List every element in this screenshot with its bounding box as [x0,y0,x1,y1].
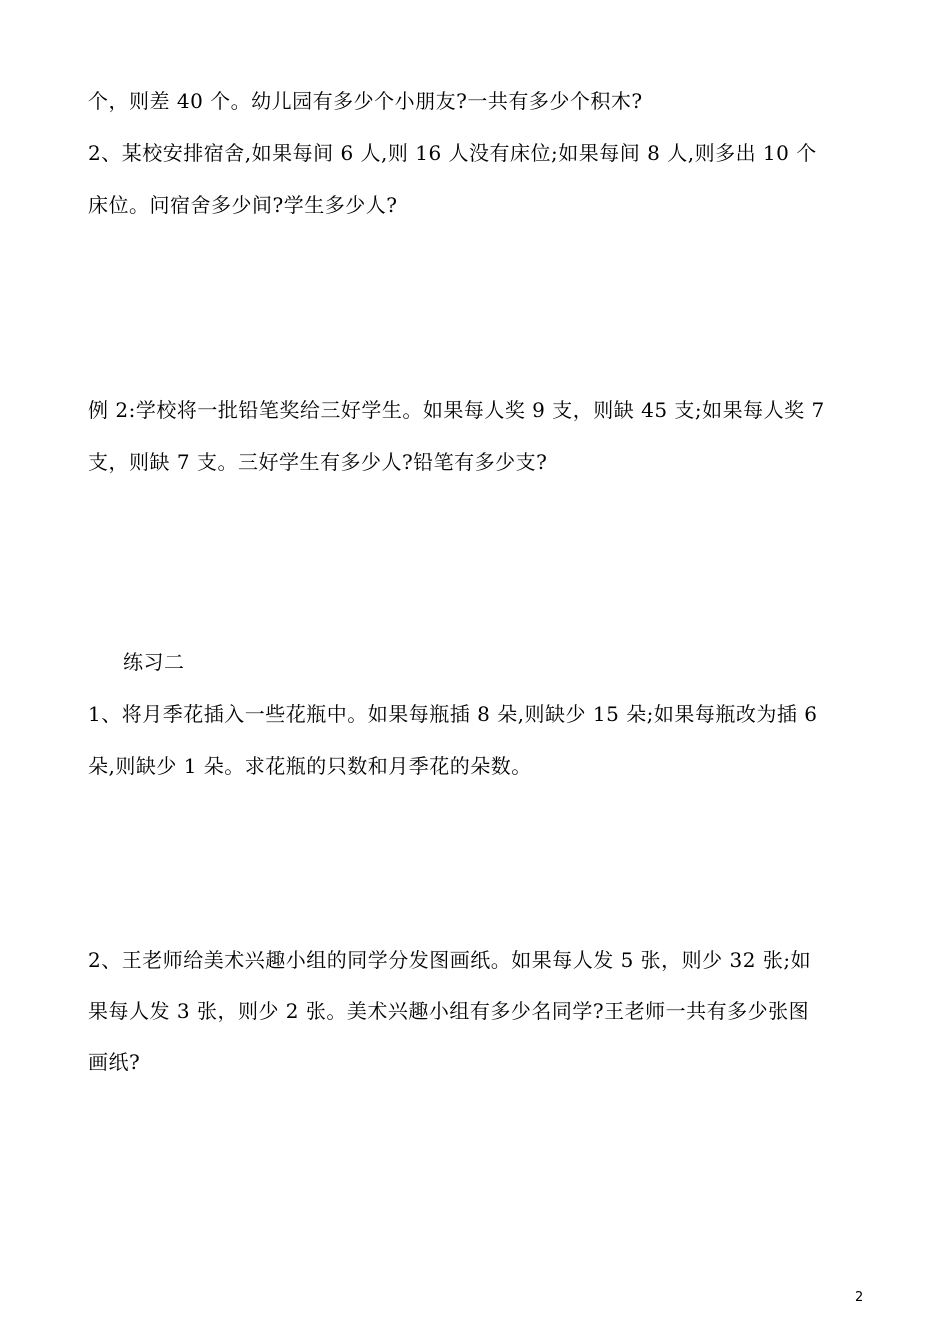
example-2-line-2: 支，则缺 7 支。三好学生有多少人?铅笔有多少支? [88,450,548,474]
exercise-2-question-2-line-2: 果每人发 3 张，则少 2 张。美术兴趣小组有多少名同学?王老师一共有多少张图 [88,999,810,1023]
page-number: 2 [855,1290,864,1305]
continued-problem-line-1: 个，则差 40 个。幼儿园有多少个小朋友?一共有多少个积木? [88,89,643,113]
exercise-2-question-2-line-3: 画纸? [88,1050,141,1074]
exercise-2-question-1-line-2: 朵,则缺少 1 朵。求花瓶的只数和月季花的朵数。 [88,754,532,778]
example-2-line-1: 例 2:学校将一批铅笔奖给三好学生。如果每人奖 9 支，则缺 45 支;如果每人奖 7 [88,398,825,422]
exercise-2-question-2-line-1: 2、王老师给美术兴趣小组的同学分发图画纸。如果每人发 5 张，则少 32 张;如 [88,948,812,972]
exercise-2-question-1-line-1: 1、将月季花插入一些花瓶中。如果每瓶插 8 朵,则缺少 15 朵;如果每瓶改为插 6 [88,702,818,726]
problem-2-line-2: 床位。问宿舍多少间?学生多少人? [88,193,398,217]
exercise-2-title: 练习二 [123,650,185,674]
problem-2-line-1: 2、某校安排宿舍,如果每间 6 人,则 16 人没有床位;如果每间 8 人,则多出 10 个 [88,141,817,165]
